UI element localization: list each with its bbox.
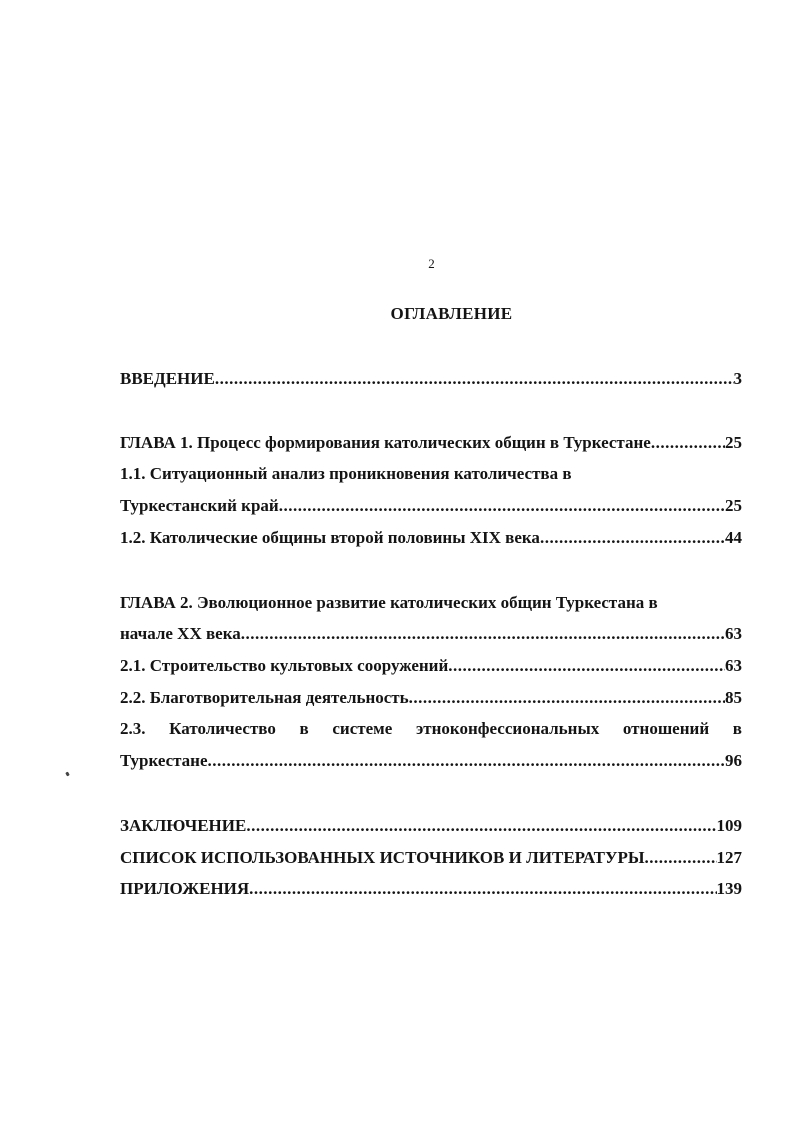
toc-entry-label: ГЛАВА 2. Эволюционное развитие католических общин Туркестана в	[120, 593, 658, 612]
scan-speck	[65, 772, 70, 777]
page-number: 2	[428, 256, 435, 271]
toc-entry-page: 85	[725, 688, 742, 707]
dot-leader	[409, 687, 725, 709]
word: в	[299, 719, 309, 738]
toc-entry-page: 63	[725, 624, 742, 643]
dot-leader	[279, 495, 725, 517]
toc-entry-page: 109	[716, 816, 742, 835]
word: 2.3.	[120, 719, 146, 738]
toc-entry-label: Туркестанский край	[120, 496, 279, 515]
toc-entry-label: 2.1. Строительство культовых сооружений	[120, 656, 449, 675]
toc-entry-label: ЗАКЛЮЧЕНИЕ	[120, 816, 247, 835]
toc-entry-label: ПРИЛОЖЕНИЯ	[120, 879, 250, 898]
toc-entry-section-2-2[interactable]	[120, 687, 742, 709]
toc-entry-sources[interactable]	[120, 847, 742, 869]
toc-entry-label: ВВЕДЕНИЕ	[120, 369, 215, 388]
toc-entry-label: СПИСОК ИСПОЛЬЗОВАННЫХ ИСТОЧНИКОВ И ЛИТЕРАТУРЫ	[120, 848, 645, 867]
dot-leader	[645, 847, 717, 869]
dot-leader	[246, 815, 716, 837]
toc-entry-section-1-1[interactable]	[120, 463, 742, 485]
toc-entry-page: 96	[725, 751, 742, 770]
word: Католичество	[169, 719, 276, 738]
toc-entry-section-1-1-cont[interactable]	[120, 495, 742, 517]
word: системе	[332, 719, 393, 738]
toc-entry-label: ГЛАВА 1. Процесс формирования католических общин в Туркестане	[120, 433, 651, 452]
toc-entry-label: 1.1. Ситуационный анализ проникновения католичества в	[120, 464, 572, 483]
toc-entry-page: 139	[716, 879, 742, 898]
dot-leader	[215, 368, 734, 390]
toc-entry-label: Туркестане	[120, 751, 208, 770]
word: этноконфессиональных	[415, 719, 600, 738]
toc-entry-page: 127	[716, 848, 742, 867]
toc-entry-page: 63	[725, 656, 742, 675]
word: отношений	[622, 719, 710, 738]
toc-entry-chapter-2[interactable]	[120, 592, 742, 614]
dot-leader	[208, 750, 725, 772]
toc-entry-page: 25	[725, 496, 742, 515]
dot-leader	[651, 432, 725, 454]
toc-entry-chapter-1[interactable]	[120, 432, 742, 454]
toc-entry-label: начале XX века	[120, 624, 241, 643]
justified-line	[120, 718, 742, 740]
dot-leader	[241, 623, 725, 645]
dot-leader	[540, 527, 725, 549]
toc-entry-label: 1.2. Католические общины второй половины XIX века	[120, 528, 540, 547]
toc-entry-conclusion[interactable]	[120, 815, 742, 837]
toc-entry-section-2-3[interactable]	[120, 718, 742, 740]
toc-entry-section-1-2[interactable]	[120, 527, 742, 549]
toc-entry-section-2-1[interactable]	[120, 655, 742, 677]
dot-leader	[448, 655, 725, 677]
toc-entry-chapter-2-cont[interactable]	[120, 623, 742, 645]
toc-entry-page: 25	[725, 433, 742, 452]
word: в	[732, 719, 742, 738]
toc-entry-page: 3	[733, 369, 742, 388]
dot-leader	[249, 878, 716, 900]
toc-entry-page: 44	[725, 528, 742, 547]
toc-entry-label: 2.2. Благотворительная деятельность	[120, 688, 409, 707]
toc-entry-intro[interactable]	[120, 368, 742, 390]
toc-entry-section-2-3-cont[interactable]	[120, 750, 742, 772]
toc-title: ОГЛАВЛЕНИЕ	[390, 304, 513, 323]
toc-entry-appendix[interactable]	[120, 878, 742, 900]
